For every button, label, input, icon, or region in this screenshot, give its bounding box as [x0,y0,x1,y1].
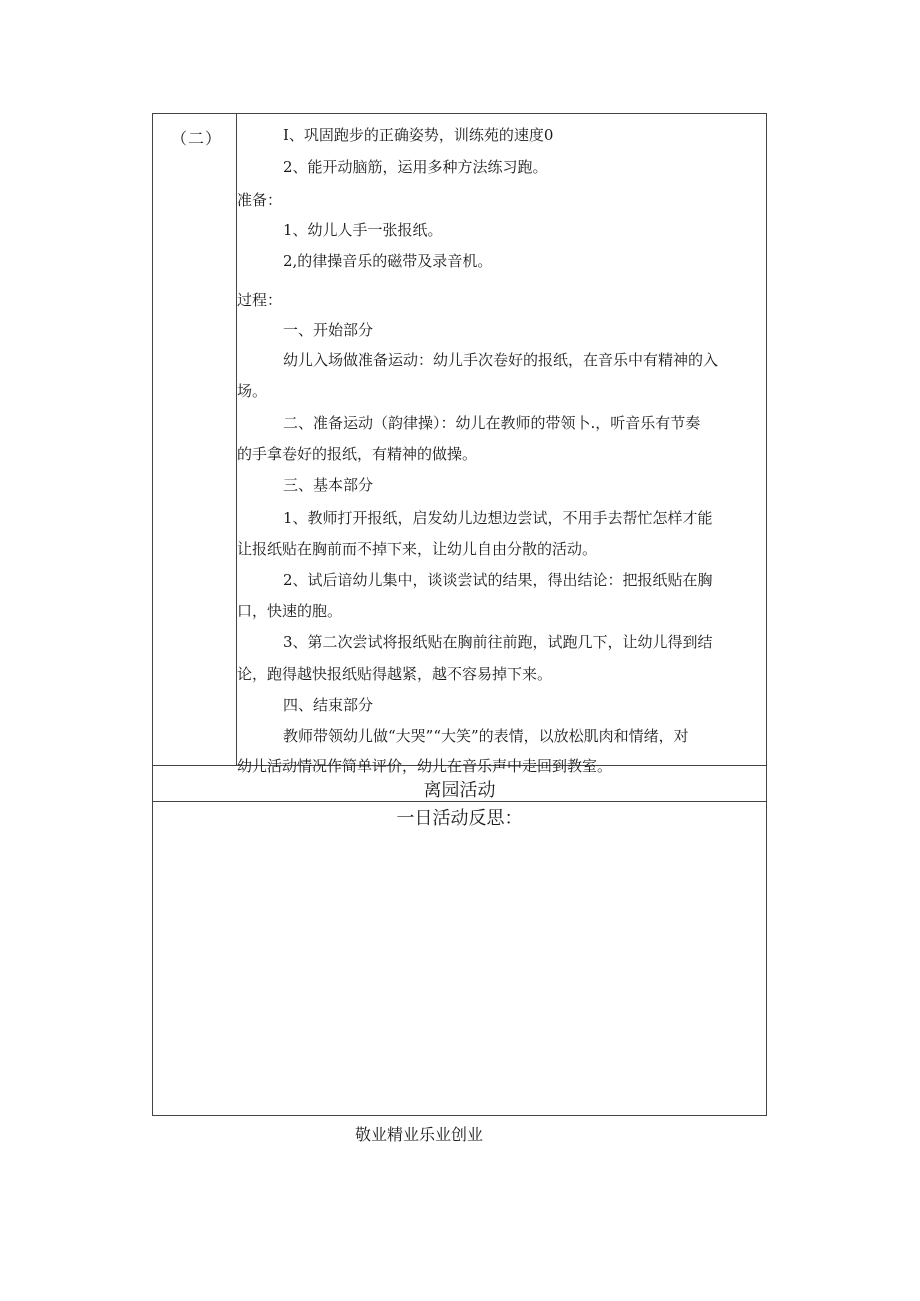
section-label: （二） [171,129,223,148]
content-line: 1、教师打开报纸，启发幼儿边想边尝试，不用手去帮忙怎样才能 [283,509,713,527]
activity-content-cell [237,114,766,775]
content-line: 一、开始部分 [283,321,374,339]
content-line: 过程： [237,291,283,309]
content-line: 论，跑得越快报纸贴得越紧，越不容易掉下来。 [237,665,553,683]
content-line: 四、结束部分 [283,696,374,714]
content-line: 三、基本部分 [283,476,374,494]
content-line: 场。 [237,382,268,400]
content-line: 2,的律操音乐的磁带及录音机。 [283,252,493,270]
content-line: 准备： [237,191,283,209]
content-line: 1、幼儿人手一张报纸。 [283,221,443,239]
content-line: 让报纸贴在胸前而不掉下来，让幼儿自由分散的活动。 [237,540,598,558]
lesson-plan-table [152,113,767,1116]
content-line: 2、试后谙幼儿集中，谈谈尝试的结果，得出结论：把报纸贴在胸 [283,571,713,589]
content-line: 口，快速的胞。 [237,602,343,620]
process-row [153,114,766,775]
footer-motto: 敬业精业乐业创业 [355,1125,484,1144]
leave-activity-row [153,766,766,802]
content-line: 幼儿活动情况作简单评价，幼儿在音乐声中走回到教室。 [237,757,613,775]
leave-activity-heading: 离园活动 [423,780,496,801]
content-line: 的手拿卷好的报纸，有精神的做操。 [237,445,478,463]
content-line: I、巩固跑步的正确姿势，训练苑的速度0 [283,126,554,144]
reflection-title: 一日活动反思： [396,808,523,829]
section-label-cell [153,114,237,765]
content-line: 2、能开动脑筋，运用多种方法练习跑。 [283,158,548,176]
content-line: 3、第二次尝试将报纸贴在胸前往前跑，试跑几下，让幼儿得到结 [283,633,713,651]
content-line: 教师带领幼儿做“大哭”“大笑”的表情，以放松肌肉和情绪，对 [283,727,689,745]
content-line: 幼儿入场做准备运动：幼儿手次卷好的报纸，在音乐中有精神的入 [283,351,719,369]
reflection-row [153,802,766,1115]
content-line: 二、准备运动（韵律操）：幼儿在教师的带领卜.，听音乐有节奏 [283,414,701,432]
